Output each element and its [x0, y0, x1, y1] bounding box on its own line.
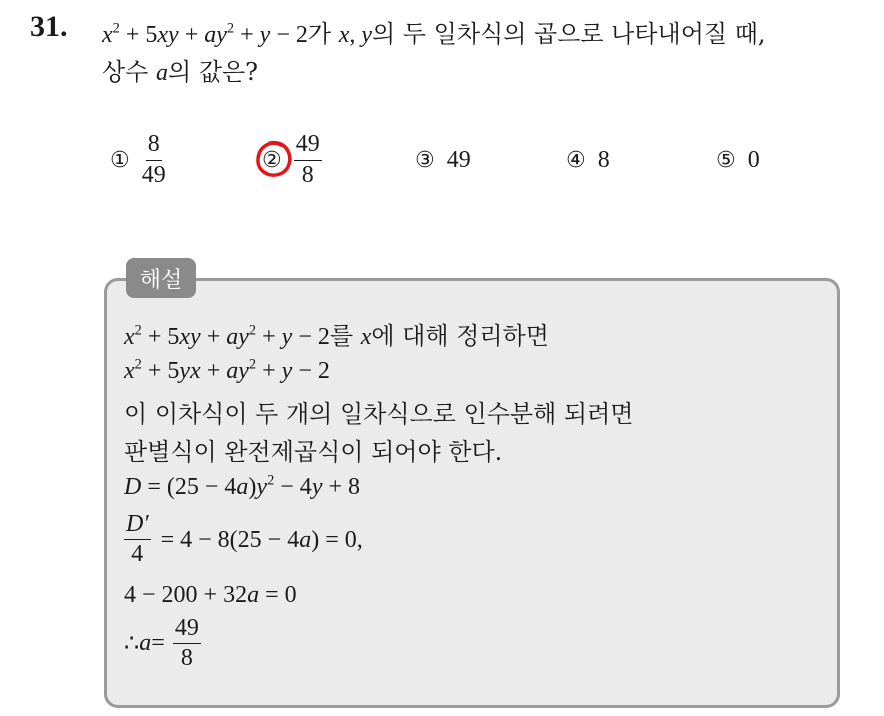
solution-fraction-answer: $\frac{49}{8}$ — [174, 615, 199, 672]
choice-4[interactable] — [566, 128, 610, 192]
choice-3-value: 49 — [446, 146, 471, 173]
choice-3-number: ③ — [415, 147, 435, 173]
choice-1-fraction: $\frac{8}{49}$ — [141, 131, 166, 188]
question-number: 31. — [30, 10, 68, 43]
choice-4-number: ④ — [566, 147, 586, 173]
solution-label: 해설 — [126, 258, 196, 298]
question-text-line1: $x^2 + 5xy + ay^2 + y - 2$가 x, y의 두 일차식의 곱으로 나타내어질 때, — [102, 20, 766, 48]
choice-1[interactable] — [110, 128, 166, 192]
choice-2-fraction: $\frac{49}{8}$ — [295, 131, 320, 188]
choice-2[interactable] — [262, 128, 322, 192]
choice-5[interactable] — [716, 128, 760, 192]
solution-line-2: $x^2 + 5yx + ay^2 + y - 2$ — [124, 356, 330, 384]
choice-5-value: 0 — [747, 146, 760, 173]
solution-line-1: $x^2 + 5xy + ay^2 + y - 2$를 x에 대해 정리하면 — [124, 322, 549, 350]
choice-3[interactable] — [415, 128, 471, 192]
solution-line-8: ∴ a = $\frac{49}{8}$ — [124, 615, 199, 672]
choice-1-number: ① — [110, 147, 130, 173]
choice-5-number: ⑤ — [716, 147, 736, 173]
solution-line-7: 4 − 200 + 32a = 0 — [124, 582, 297, 608]
solution-fraction-d-prime: $\frac{D'}{4}$ — [126, 511, 149, 568]
solution-line-3: 이 이차식이 두 개의 일차식으로 인수분해 되려면 — [124, 400, 634, 428]
solution-line-6: $\frac{D'}{4}$ = 4 − 8(25 − 4a) = 0, — [126, 511, 363, 568]
answer-choices — [0, 128, 884, 198]
question-text-line2: 상수 a의 값은? — [102, 58, 259, 86]
solution-line-5: $D = (25 - 4a)y^2 - 4y + 8$ — [124, 472, 361, 500]
choice-4-value: 8 — [597, 146, 610, 173]
solution-line-4: 판별식이 완전제곱식이 되어야 한다. — [124, 438, 503, 466]
choice-2-number: ② — [262, 148, 282, 173]
